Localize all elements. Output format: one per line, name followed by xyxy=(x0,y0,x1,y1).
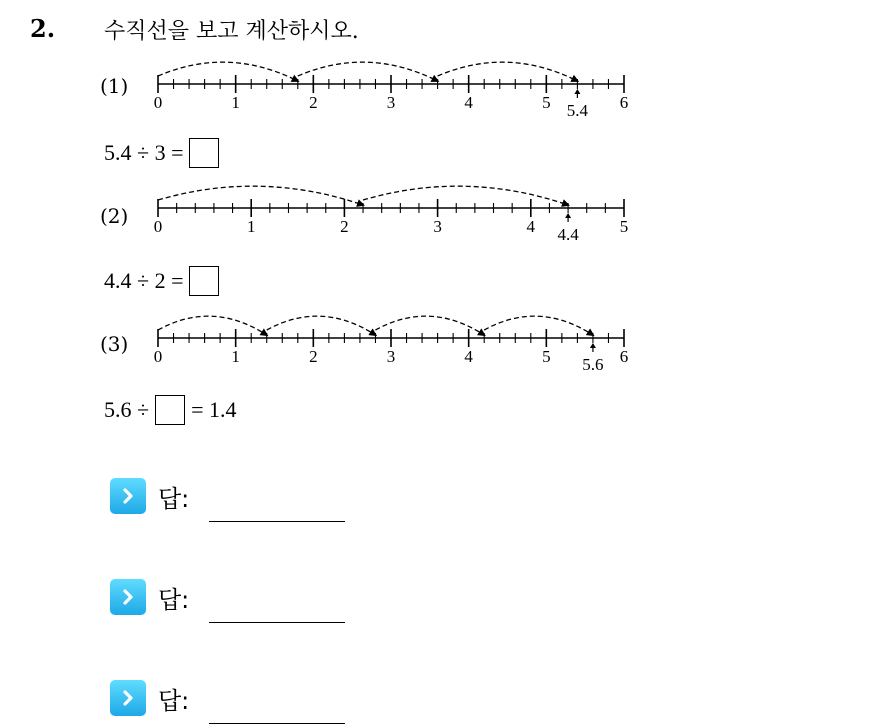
chevron-right-icon xyxy=(110,478,146,514)
chevron-right-icon xyxy=(110,579,146,615)
equation-3-left: 5.6 ÷ xyxy=(104,397,150,422)
marker-arrowhead xyxy=(590,343,596,348)
equation-1 xyxy=(104,138,219,168)
answer-line-2[interactable] xyxy=(209,622,345,623)
answer-row-2 xyxy=(110,579,345,615)
equation-3 xyxy=(104,395,237,425)
answer-box-1[interactable] xyxy=(189,138,219,168)
problem-label-3: (3) xyxy=(100,332,129,356)
equation-2 xyxy=(104,266,219,296)
tick-label: 2 xyxy=(309,93,318,112)
problem-label-2: (2) xyxy=(100,204,129,228)
jump-arc xyxy=(158,186,363,205)
marker-arrowhead xyxy=(574,89,580,94)
tick-label: 2 xyxy=(340,217,349,236)
tick-label: 6 xyxy=(619,347,629,366)
tick-label: 2 xyxy=(309,347,318,366)
answer-box-2[interactable] xyxy=(189,266,219,296)
answer-row-3 xyxy=(110,680,345,716)
tick-label: 3 xyxy=(433,217,442,236)
marked-value-label: 5.4 xyxy=(566,101,589,120)
equation-3-right: = 1.4 xyxy=(191,397,237,422)
tick-label: 5 xyxy=(542,347,551,366)
jump-arc xyxy=(363,186,568,205)
marked-value-label: 5.6 xyxy=(582,355,604,374)
marker-arrowhead xyxy=(565,213,571,218)
marked-value-label: 4.4 xyxy=(557,225,579,244)
answer-label-1: 답: xyxy=(158,484,190,513)
tick-label: 4 xyxy=(526,217,536,236)
jump-arc xyxy=(484,316,593,335)
equation-1-left: 5.4 ÷ 3 = xyxy=(104,140,184,165)
tick-label: 0 xyxy=(153,347,163,366)
answer-row-1 xyxy=(110,478,345,514)
chevron-right-icon xyxy=(110,680,146,716)
tick-label: 1 xyxy=(246,217,256,236)
tick-label: 4 xyxy=(464,93,473,112)
jump-arc xyxy=(158,316,267,335)
tick-label: 6 xyxy=(619,93,629,112)
tick-label: 4 xyxy=(464,347,473,366)
tick-label: 5 xyxy=(542,93,551,112)
answer-line-1[interactable] xyxy=(209,521,345,522)
question-prompt: 수직선을 보고 계산하시오. xyxy=(104,19,359,44)
tick-label: 3 xyxy=(386,347,396,366)
tick-label: 1 xyxy=(231,93,240,112)
tick-label: 1 xyxy=(231,347,240,366)
answer-box-3[interactable] xyxy=(155,395,185,425)
problem-label-1: (1) xyxy=(100,74,129,98)
answer-label-2: 답: xyxy=(158,585,190,614)
tick-label: 3 xyxy=(386,93,396,112)
question-number: 2. xyxy=(30,14,56,43)
number-line-3 xyxy=(150,308,640,376)
jump-arc xyxy=(267,316,376,335)
tick-label: 5 xyxy=(619,217,629,236)
jump-arc xyxy=(158,62,298,81)
tick-label: 0 xyxy=(153,217,163,236)
number-line-1 xyxy=(150,54,640,122)
equation-2-left: 4.4 ÷ 2 = xyxy=(104,268,184,293)
jump-arc xyxy=(438,62,578,81)
number-line-2 xyxy=(150,178,640,246)
answer-label-3: 답: xyxy=(158,686,190,715)
jump-arc xyxy=(298,62,438,81)
tick-label: 0 xyxy=(153,93,163,112)
